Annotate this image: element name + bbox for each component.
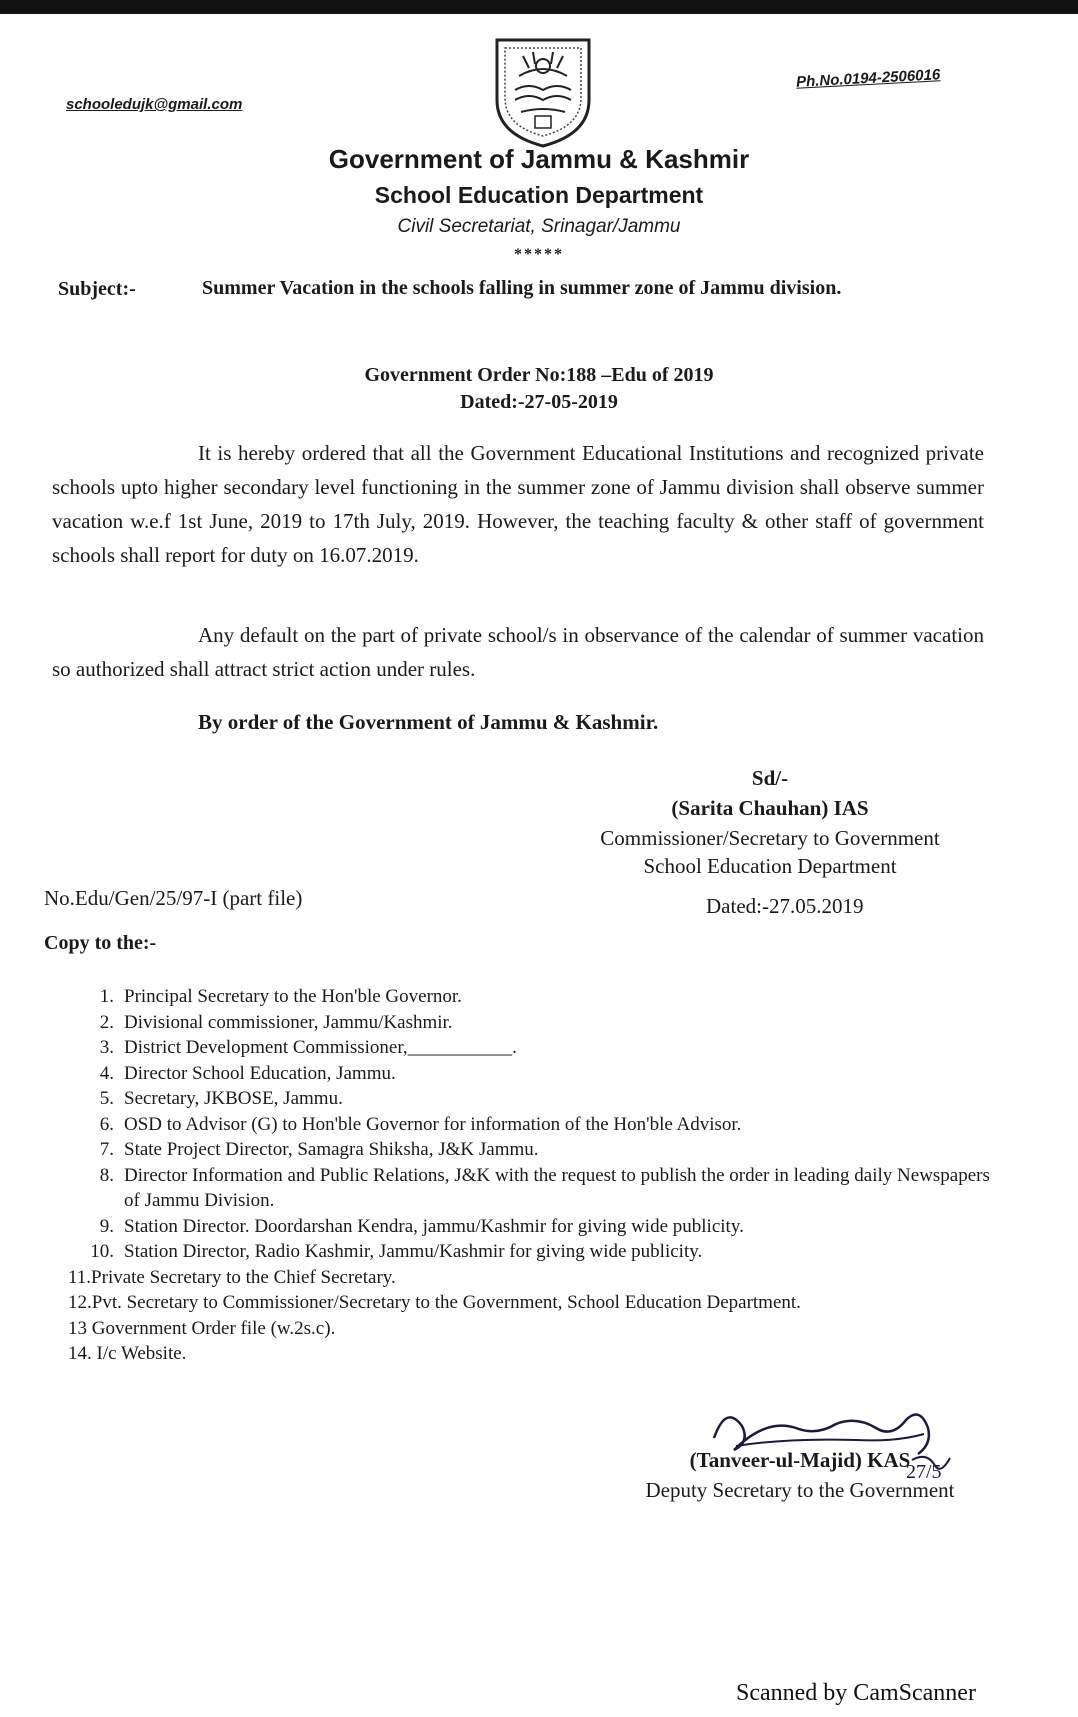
list-item: [68, 1137, 1008, 1163]
list-item-text: Director School Education, Jammu.: [124, 1062, 396, 1084]
copy-to-label: Copy to the:-: [44, 932, 157, 954]
list-item-number: 9.: [99, 1215, 114, 1237]
list-item: [68, 1086, 1008, 1112]
list-item-number: 10.: [90, 1241, 114, 1262]
list-item-text: I/c Website.: [96, 1343, 187, 1364]
list-item-number: 3.: [99, 1037, 114, 1058]
email-address: schooledujk@gmail.com: [66, 96, 243, 113]
list-item-text: Director Information and Public Relations, J&K with the request to publish the order in leading daily Newspapers of Jammu Division.: [124, 1164, 990, 1211]
list-item: [68, 1035, 1008, 1061]
department-title: School Education Department: [374, 182, 704, 208]
list-item: [68, 1316, 1008, 1342]
by-order-line: By order of the Government of Jammu & Kashmir.: [198, 710, 659, 734]
list-item: [68, 1265, 1008, 1291]
signatory-department: School Education Department: [643, 854, 897, 878]
list-item-text: Divisional commissioner, Jammu/Kashmir.: [124, 1011, 453, 1033]
list-item: [68, 1010, 1008, 1036]
list-item: [68, 1341, 1008, 1367]
signature-initial-date: 27/5: [906, 1461, 942, 1482]
signatory-role: Commissioner/Secretary to Government: [600, 826, 940, 850]
list-item-text: State Project Director, Samagra Shiksha, J&K Jammu.: [124, 1139, 539, 1160]
secretariat-address: Civil Secretariat, Srinagar/Jammu: [397, 216, 681, 237]
phone-number: Ph.No.0194-2506016: [795, 66, 941, 91]
top-border: [0, 0, 1078, 14]
list-item-text: Government Order file (w.2s.c).: [91, 1317, 336, 1339]
list-item: [68, 1214, 1008, 1240]
list-item: [68, 1239, 1008, 1265]
list-item: [68, 984, 1008, 1010]
order-paragraph-1: It is hereby ordered that all the Government Educational Institutions and recognized private schools upto higher secondary level functioning in the summer zone of Jammu division shall observe summer vacation w.e.f 1st June, 2019 to 17th July, 2019. However, the teaching faculty & other staff of government schools shall report for duty on 16.07.2019.: [52, 441, 984, 567]
list-item-number: 12.: [68, 1292, 92, 1313]
list-item: [68, 1290, 1008, 1316]
list-item: [68, 1112, 1008, 1138]
list-item: [68, 1163, 1008, 1214]
list-item-number: 6.: [99, 1113, 114, 1135]
copy-to-list: [68, 984, 1008, 1367]
deputy-name: (Tanveer-ul-Majid) KAS: [689, 1448, 911, 1472]
separator-stars: *****: [514, 246, 564, 263]
list-item-number: 13: [68, 1317, 87, 1339]
scanner-watermark: Scanned by CamScanner: [736, 1680, 976, 1706]
list-item-number: 5.: [99, 1088, 114, 1109]
list-item-text: District Development Commissioner,___________.: [124, 1037, 517, 1058]
list-item-text: Station Director. Doordarshan Kendra, jammu/Kashmir for giving wide publicity.: [124, 1215, 744, 1237]
list-item-text: Secretary, JKBOSE, Jammu.: [124, 1088, 343, 1109]
signatory-name: (Sarita Chauhan) IAS: [671, 796, 869, 820]
list-item-number: 2.: [99, 1011, 114, 1033]
list-item-text: Station Director, Radio Kashmir, Jammu/Kashmir for giving wide publicity.: [124, 1241, 703, 1262]
order-heading: [0, 362, 1078, 416]
order-date: Dated:-27-05-2019: [460, 391, 618, 413]
signatory-sd: Sd/-: [751, 766, 789, 790]
file-number: No.Edu/Gen/25/97-I (part file): [44, 886, 303, 910]
subject-text: Summer Vacation in the schools falling in summer zone of Jammu division.: [202, 277, 842, 299]
government-title: Government of Jammu & Kashmir: [328, 144, 750, 174]
subject-label: Subject:-: [58, 278, 136, 300]
list-item-text: Principal Secretary to the Hon'ble Governor.: [124, 986, 462, 1007]
deputy-role: Deputy Secretary to the Government: [645, 1478, 955, 1502]
list-item: [68, 1061, 1008, 1087]
list-item-number: 11.: [68, 1266, 92, 1288]
state-emblem-icon: [483, 22, 603, 150]
list-item-number: 8.: [99, 1164, 114, 1186]
list-item-number: 4.: [99, 1062, 114, 1084]
file-date: Dated:-27.05.2019: [706, 894, 864, 918]
order-paragraph-2: Any default on the part of private school/s in observance of the calendar of summer vacation so authorized shall attract strict action under rules.: [52, 623, 984, 681]
list-item-text: Pvt. Secretary to Commissioner/Secretary to the Government, School Education Department.: [91, 1292, 801, 1313]
list-item-number: 1.: [99, 986, 114, 1007]
list-item-text: OSD to Advisor (G) to Hon'ble Governor for information of the Hon'ble Advisor.: [124, 1113, 742, 1135]
list-item-number: 7.: [99, 1139, 114, 1160]
list-item-number: 14.: [68, 1343, 92, 1364]
list-item-text: Private Secretary to the Chief Secretary.: [91, 1266, 396, 1288]
order-number: Government Order No:188 –Edu of 2019: [364, 364, 714, 386]
